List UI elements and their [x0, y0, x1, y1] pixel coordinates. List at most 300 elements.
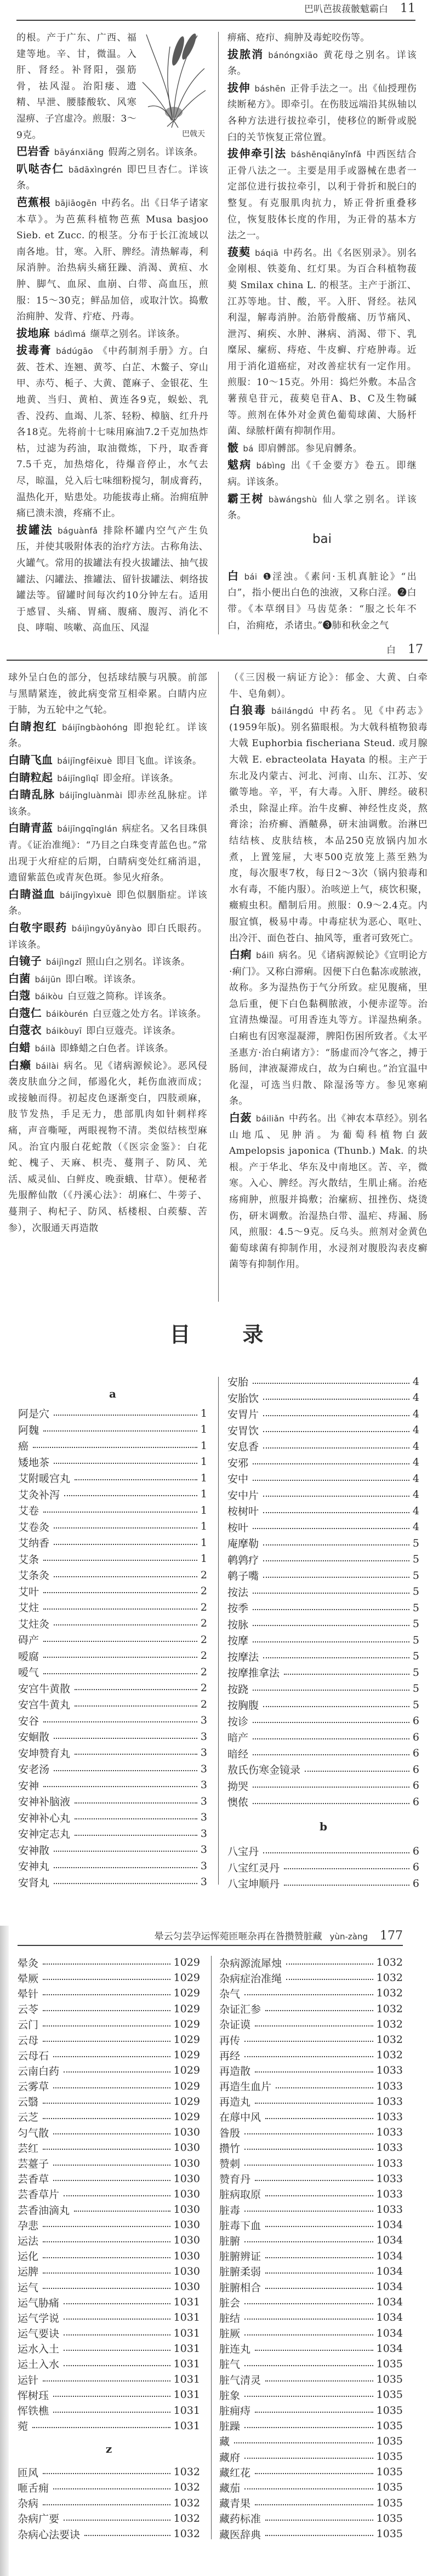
toc-entry[interactable] [227, 1455, 419, 1471]
dot-leader [284, 1868, 409, 1869]
dictionary-entry [227, 568, 417, 634]
toc-entry[interactable] [219, 2109, 403, 2125]
toc-entry[interactable] [219, 2140, 403, 2155]
running-header [155, 1928, 403, 1943]
toc-entry[interactable] [219, 2171, 403, 2186]
toc-entry[interactable] [18, 1745, 207, 1761]
toc-page-number: 5 [412, 1569, 419, 1582]
toc-entry-title: 云芝 [18, 2111, 39, 2124]
toc-entry[interactable] [219, 2186, 403, 2202]
toc-entry-title: 运化 [18, 2251, 39, 2263]
toc-entry[interactable] [227, 1761, 419, 1778]
toc-page-number: 1030 [173, 2142, 200, 2154]
toc-entry[interactable] [227, 1794, 419, 1810]
toc-entry[interactable] [18, 1648, 207, 1664]
toc-entry[interactable] [18, 2202, 200, 2217]
toc-entry[interactable] [219, 2264, 403, 2279]
toc-entry[interactable] [18, 1551, 207, 1567]
toc-page-number: 1029 [173, 2018, 200, 2030]
toc-entry[interactable] [227, 1648, 419, 1665]
entry-pinyin: bádìmá [54, 329, 86, 339]
toc-entry[interactable] [18, 1583, 207, 1600]
dictionary-entry [16, 342, 208, 522]
dictionary-entry [8, 886, 207, 920]
entry-definition: 黄花母之别名。详该条。 [227, 49, 417, 77]
toc-entry[interactable] [18, 2356, 200, 2372]
toc-page-number: 1029 [173, 2064, 200, 2077]
toc-page-number: 1031 [173, 2342, 200, 2355]
dot-leader [255, 2504, 373, 2505]
dot-leader [284, 1674, 409, 1675]
toc-page-number: 5 [412, 1666, 419, 1679]
toc-entry[interactable] [219, 2079, 403, 2094]
toc-page-number: 1 [200, 1488, 207, 1501]
dot-leader [286, 1964, 373, 1965]
toc-entry[interactable] [18, 1502, 207, 1519]
toc-page-number: 1029 [173, 1987, 200, 2000]
toc-entry-title: 恽铁樵 [18, 2405, 49, 2418]
toc-entry[interactable] [18, 2526, 200, 2541]
toc-page-number: 1035 [376, 2512, 403, 2525]
toc-entry[interactable] [18, 1616, 207, 1632]
toc-entry[interactable] [18, 1405, 207, 1422]
toc-page-number: 1030 [173, 2172, 200, 2185]
toc-entry-title: 艾条灸 [18, 1570, 50, 1582]
toc-entry[interactable] [219, 2125, 403, 2140]
dot-leader [253, 1738, 409, 1739]
toc-page-number: 1029 [173, 2002, 200, 2015]
toc-entry[interactable] [18, 2341, 200, 2356]
toc-entry[interactable] [18, 2017, 200, 2032]
toc-entry[interactable] [18, 1680, 207, 1697]
dot-leader [43, 1608, 197, 1610]
toc-entry[interactable] [227, 1664, 419, 1681]
toc-page-number: 6 [412, 1877, 419, 1890]
toc-entry-title: 脏毒下血 [219, 2219, 261, 2232]
toc-entry[interactable] [18, 1535, 207, 1551]
dictionary-entry [16, 194, 208, 325]
toc-entry-title: 再造散 [219, 2065, 251, 2077]
toc-entry[interactable] [227, 1697, 419, 1713]
dictionary-entry [16, 325, 208, 343]
entry-headword: 白睛粒起 [8, 770, 53, 784]
toc-entry[interactable] [219, 2155, 403, 2171]
dot-leader [43, 1964, 170, 1965]
toc-entry[interactable] [18, 2248, 200, 2264]
toc-page-number: 5 [412, 1650, 419, 1663]
toc-entry[interactable] [18, 1955, 200, 1970]
toc-entry[interactable] [18, 2279, 200, 2294]
toc-entry[interactable] [227, 1535, 419, 1552]
toc-entry-title: 鹌鹑疗 [227, 1554, 259, 1566]
toc-entry[interactable] [227, 1438, 419, 1455]
toc-entry[interactable] [18, 2464, 200, 2480]
dot-leader [54, 1463, 197, 1464]
toc-page-number: 1032 [376, 2049, 403, 2062]
toc-page-number: 4 [412, 1392, 419, 1404]
toc-entry[interactable] [18, 2140, 200, 2155]
toc-entry[interactable] [18, 2079, 200, 2094]
toc-entry[interactable] [18, 1728, 207, 1745]
toc-entry[interactable] [227, 1503, 419, 1519]
toc-entry[interactable] [18, 2310, 200, 2325]
entry-definition: 正骨手法之一。出《仙授理伤续断秘方》。即牵引。在伤肢远端沿其纵轴以各种方法进行拔拉牵引，使移位的断骨或脱臼的关节恢复正常位置。 [227, 83, 417, 143]
toc-entry-title: 按法 [227, 1586, 249, 1599]
dot-leader [253, 1625, 409, 1626]
dictionary-entry [16, 144, 208, 161]
entry-pinyin: báijìngzǐ [45, 957, 82, 968]
toc-page-number: 3 [200, 1747, 207, 1759]
toc-entry-title: 恽树珏 [18, 2389, 49, 2402]
toc-entry[interactable] [18, 2109, 200, 2125]
dictionary-entry [229, 947, 428, 1110]
table-of-contents-page [0, 1307, 433, 1926]
toc-entry[interactable] [18, 2125, 200, 2140]
toc-entry[interactable] [18, 1632, 207, 1648]
toc-entry[interactable] [18, 2264, 200, 2279]
toc-page-number: 1032 [173, 2497, 200, 2509]
toc-entry[interactable] [18, 1713, 207, 1729]
toc-page-number: 4 [412, 1504, 419, 1517]
toc-entry[interactable] [219, 2217, 403, 2232]
toc-entry[interactable] [18, 1985, 200, 2001]
toc-page-number: 6 [412, 1731, 419, 1743]
dot-leader [265, 2118, 373, 2119]
toc-entry[interactable] [18, 2418, 200, 2434]
toc-entry[interactable] [18, 2511, 200, 2526]
dot-leader [54, 1624, 197, 1625]
index-page-177 [0, 1926, 433, 2576]
toc-entry[interactable] [18, 1793, 207, 1810]
toc-entry[interactable] [18, 1777, 207, 1794]
dictionary-entry [229, 1110, 428, 1273]
dictionary-entry [227, 47, 417, 80]
toc-entry[interactable] [18, 2387, 200, 2402]
toc-entry[interactable] [227, 1567, 419, 1584]
toc-entry[interactable] [18, 1761, 207, 1777]
toc-entry[interactable] [18, 1825, 207, 1842]
toc-entry-title: 按胸腹 [227, 1699, 259, 1712]
toc-entry[interactable] [219, 2526, 403, 2541]
toc-page-number: 6 [412, 1747, 419, 1760]
dot-leader [255, 2025, 373, 2027]
toc-entry[interactable] [219, 2232, 403, 2248]
entry-headword: 拔罐法 [16, 523, 54, 536]
toc-entry[interactable] [227, 1843, 419, 1859]
toc-entry[interactable] [219, 2279, 403, 2294]
toc-entry[interactable] [227, 1778, 419, 1794]
toc-entry[interactable] [227, 1616, 419, 1633]
toc-page-number: 1031 [173, 2389, 200, 2401]
toc-entry[interactable] [227, 1600, 419, 1616]
toc-page-number: 1032 [376, 2018, 403, 2030]
entry-headword: 白睛乱脉 [8, 788, 55, 802]
toc-page-number: 1033 [376, 2095, 403, 2108]
left-column [16, 30, 208, 637]
toc-entry[interactable] [18, 2217, 200, 2232]
dot-leader [32, 2427, 170, 2428]
entry-pinyin: báijīngluànmài [59, 791, 123, 801]
toc-entry-title: 晕厥 [18, 1972, 39, 1985]
toc-entry[interactable] [18, 1858, 207, 1874]
toc-entry-title: 安神补心丸 [18, 1812, 71, 1824]
toc-page-number: 1030 [173, 2188, 200, 2200]
toc-entry-title: 运气胁痛 [18, 2297, 60, 2309]
toc-letter-heading: a [109, 1387, 116, 1400]
dot-leader [253, 1593, 409, 1594]
toc-page-number: 1031 [173, 2357, 200, 2370]
entry-pinyin: báikòurén [45, 1009, 88, 1019]
toc-entry[interactable] [227, 1681, 419, 1697]
toc-entry[interactable] [18, 2372, 200, 2387]
toc-entry-title: 八宝坤顺丹 [227, 1878, 280, 1891]
toc-entry[interactable] [18, 2001, 200, 2017]
toc-entry-title: 昝殷 [219, 2127, 241, 2139]
toc-entry-title: 桉树叶 [227, 1505, 259, 1518]
toc-entry-title: 安胃片 [227, 1409, 259, 1421]
toc-entry[interactable] [18, 1567, 207, 1583]
left-column [8, 670, 207, 1237]
toc-entry[interactable] [219, 2434, 403, 2449]
toc-page-number: 1031 [173, 2327, 200, 2339]
toc-entry[interactable] [18, 1970, 200, 1985]
toc-entry-title: 安神散 [18, 1844, 50, 1857]
toc-entry[interactable] [219, 2202, 403, 2217]
dot-leader [64, 2303, 170, 2304]
toc-entry[interactable] [227, 1373, 419, 1390]
toc-entry-title: 再经 [219, 2050, 241, 2062]
dot-leader [33, 1447, 197, 1448]
toc-entry[interactable] [219, 2063, 403, 2078]
entry-headword: 拔毒膏 [16, 344, 52, 357]
toc-entry[interactable] [18, 1696, 207, 1713]
toc-entry[interactable] [18, 2186, 200, 2202]
toc-entry[interactable] [219, 2341, 403, 2356]
toc-entry[interactable] [219, 2326, 403, 2341]
toc-entry-title: 碍产 [18, 1634, 39, 1647]
toc-entry-title: 运气学说 [18, 2312, 60, 2325]
toc-entry[interactable] [18, 1486, 207, 1503]
entry-headword: 骳 [227, 440, 239, 454]
toc-entry[interactable] [219, 2464, 403, 2480]
dot-leader [54, 1883, 197, 1884]
entry-pinyin: báqiā [255, 248, 279, 258]
toc-entry-title: 按季 [227, 1602, 249, 1615]
dot-leader [253, 1754, 409, 1755]
toc-entry[interactable] [18, 2232, 200, 2248]
toc-entry[interactable] [227, 1859, 419, 1876]
toc-page-number: 1034 [376, 2281, 403, 2293]
entry-definition: 即肩髆部。参见肩髆条。 [258, 443, 362, 454]
toc-page-number: 1032 [173, 2481, 200, 2494]
dictionary-entry [16, 522, 208, 637]
toc-entry[interactable] [18, 1470, 207, 1486]
dot-leader [75, 1479, 197, 1480]
toc-entry[interactable] [219, 2387, 403, 2402]
entry-pinyin: báijūn [35, 974, 61, 984]
toc-entry-title: 安神丸 [18, 1861, 50, 1873]
toc-entry[interactable] [18, 1519, 207, 1535]
toc-entry[interactable] [219, 2372, 403, 2387]
toc-entry[interactable] [227, 1729, 419, 1745]
toc-entry-title: 芸薹子 [18, 2158, 49, 2171]
toc-entry[interactable] [219, 1970, 403, 1985]
toc-entry[interactable] [227, 1632, 419, 1648]
toc-entry[interactable] [18, 2047, 200, 2063]
toc-entry-title: 艾灸补泻 [18, 1489, 60, 1501]
toc-entry[interactable] [219, 2310, 403, 2325]
toc-entry-title: 艾炷 [18, 1602, 39, 1615]
dot-leader [263, 1447, 409, 1449]
dot-leader [244, 2396, 373, 2397]
toc-entry-title: 晕针 [18, 1988, 39, 2000]
toc-entry[interactable] [18, 1664, 207, 1680]
toc-entry-title: 藏医辞典 [219, 2528, 261, 2541]
column-divider [211, 1956, 212, 2539]
dot-leader [265, 2535, 373, 2536]
dot-leader [255, 2103, 373, 2104]
toc-entry[interactable] [219, 2449, 403, 2464]
toc-page-number: 1033 [376, 2080, 403, 2092]
toc-entry[interactable] [227, 1422, 419, 1439]
dot-leader [75, 1705, 197, 1707]
entry-pinyin: báilà [35, 1044, 56, 1054]
dot-leader [43, 1641, 197, 1642]
toc-entry[interactable] [227, 1406, 419, 1422]
toc-entry[interactable] [18, 2480, 200, 2495]
toc-entry[interactable] [18, 2094, 200, 2109]
toc-entry[interactable] [219, 2511, 403, 2526]
toc-entry-title: 藏府 [219, 2451, 241, 2464]
dot-leader [265, 2380, 373, 2382]
toc-entry[interactable] [227, 1552, 419, 1568]
entry-headword: 霸王树 [227, 491, 264, 505]
toc-entry-title: 匀气散 [18, 2127, 49, 2139]
toc-entry[interactable] [219, 2001, 403, 2017]
dot-leader [43, 1979, 170, 1980]
toc-entry[interactable] [219, 2094, 403, 2109]
toc-entry-title: 杂病 [18, 2498, 39, 2510]
toc-entry-title: 云雾草 [18, 2081, 49, 2093]
toc-entry[interactable] [18, 1454, 207, 1470]
dictionary-entry [227, 80, 417, 146]
toc-entry[interactable] [18, 1842, 207, 1858]
toc-entry-title: 云门 [18, 2019, 39, 2031]
dot-leader [54, 1544, 197, 1545]
toc-page-number: 1029 [173, 2034, 200, 2046]
toc-entry[interactable] [227, 1470, 419, 1487]
toc-entry[interactable] [219, 1955, 403, 1970]
dot-leader [43, 2010, 170, 2011]
entry-definition: 白豆蔻之处方名。详该条。 [92, 1008, 207, 1020]
toc-entry[interactable] [18, 1599, 207, 1616]
dot-leader [253, 1722, 409, 1723]
toc-entry-title: 艾纳香 [18, 1537, 50, 1550]
toc-entry[interactable] [18, 1438, 207, 1454]
toc-entry[interactable] [227, 1584, 419, 1600]
entry-pinyin: bái [244, 571, 258, 582]
toc-entry[interactable] [227, 1390, 419, 1406]
dot-leader [43, 2380, 170, 2382]
toc-entry[interactable] [18, 2155, 200, 2171]
toc-page-number: 2 [200, 1682, 207, 1695]
toc-entry[interactable] [227, 1713, 419, 1730]
entry-definition: 即色似胭脂症。详该条。 [8, 889, 208, 917]
toc-entry-title: 脏腑柔弱 [219, 2266, 261, 2279]
toc-entry[interactable] [219, 2032, 403, 2047]
toc-entry[interactable] [219, 2402, 403, 2418]
toc-entry[interactable] [219, 1985, 403, 2001]
toc-entry[interactable] [18, 2402, 200, 2418]
toc-entry[interactable] [219, 2047, 403, 2063]
entry-headword: 白睛青蓝 [8, 821, 53, 835]
dot-leader [244, 2149, 373, 2150]
toc-page-number: 1 [200, 1553, 207, 1565]
toc-entry[interactable] [18, 2171, 200, 2186]
toc-entry[interactable] [18, 1422, 207, 1438]
toc-entry[interactable] [18, 2032, 200, 2047]
toc-entry[interactable] [227, 1875, 419, 1892]
toc-entry[interactable] [227, 1487, 419, 1503]
entry-pinyin: báilài [36, 1061, 59, 1071]
dot-leader [253, 1641, 409, 1642]
dot-leader [255, 2412, 373, 2413]
toc-page-number: 1035 [376, 2389, 403, 2401]
toc-page-number: 1034 [376, 2249, 403, 2262]
dot-leader [244, 2133, 373, 2134]
entry-headword: 拔伸 [227, 81, 250, 94]
toc-entry-title: 芸红 [18, 2142, 39, 2155]
toc-page-number: 1029 [173, 2049, 200, 2062]
toc-entry[interactable] [219, 2248, 403, 2264]
toc-entry[interactable] [219, 2418, 403, 2434]
entry-definition: 球外呈白色的部分，包括球结膜与巩膜。前部与黑睛紧连，彼此病变常互相牵累。白睛内应于肺，为五轮中之气轮。 [8, 672, 207, 716]
toc-entry-title: 安中 [227, 1473, 249, 1486]
toc-entry[interactable] [219, 2356, 403, 2372]
entry-pinyin: báilángdú [271, 706, 314, 717]
toc-entry[interactable] [18, 1810, 207, 1826]
dot-leader [43, 1560, 197, 1561]
toc-entry-title: 云母 [18, 2034, 39, 2047]
entry-definition: 即蜂蜡之白色者。详该条。 [60, 1043, 174, 1055]
dot-leader [54, 1415, 197, 1416]
toc-entry-title: 脏躁 [219, 2420, 241, 2433]
entry-headword: 拔地麻 [16, 326, 50, 340]
entry-pinyin: báshēn [254, 83, 286, 94]
toc-entry[interactable] [18, 2326, 200, 2341]
toc-entry-title: 杂病症治准绳 [219, 1972, 282, 1985]
toc-page-number: 1029 [173, 2095, 200, 2108]
toc-left-column [18, 1382, 207, 1890]
toc-page-number: 1030 [173, 2219, 200, 2231]
toc-entry[interactable] [18, 2495, 200, 2511]
toc-entry[interactable] [219, 2017, 403, 2032]
toc-entry[interactable] [219, 2480, 403, 2495]
toc-entry[interactable] [219, 2495, 403, 2511]
toc-entry[interactable] [227, 1745, 419, 1762]
toc-page-number: 1032 [376, 2002, 403, 2015]
index-left-column [18, 1955, 200, 2541]
toc-entry[interactable] [227, 1519, 419, 1536]
entry-headword: 白蔹 [229, 1111, 252, 1125]
toc-page-number: 1032 [376, 1956, 403, 1969]
toc-entry[interactable] [18, 1874, 207, 1891]
entry-definition: 即白氏眼药。详该条。 [8, 923, 207, 951]
toc-entry[interactable] [18, 2063, 200, 2078]
toc-entry[interactable] [18, 2294, 200, 2310]
toc-entry-title: 脏腑 [219, 2235, 241, 2247]
toc-entry[interactable] [219, 2294, 403, 2310]
